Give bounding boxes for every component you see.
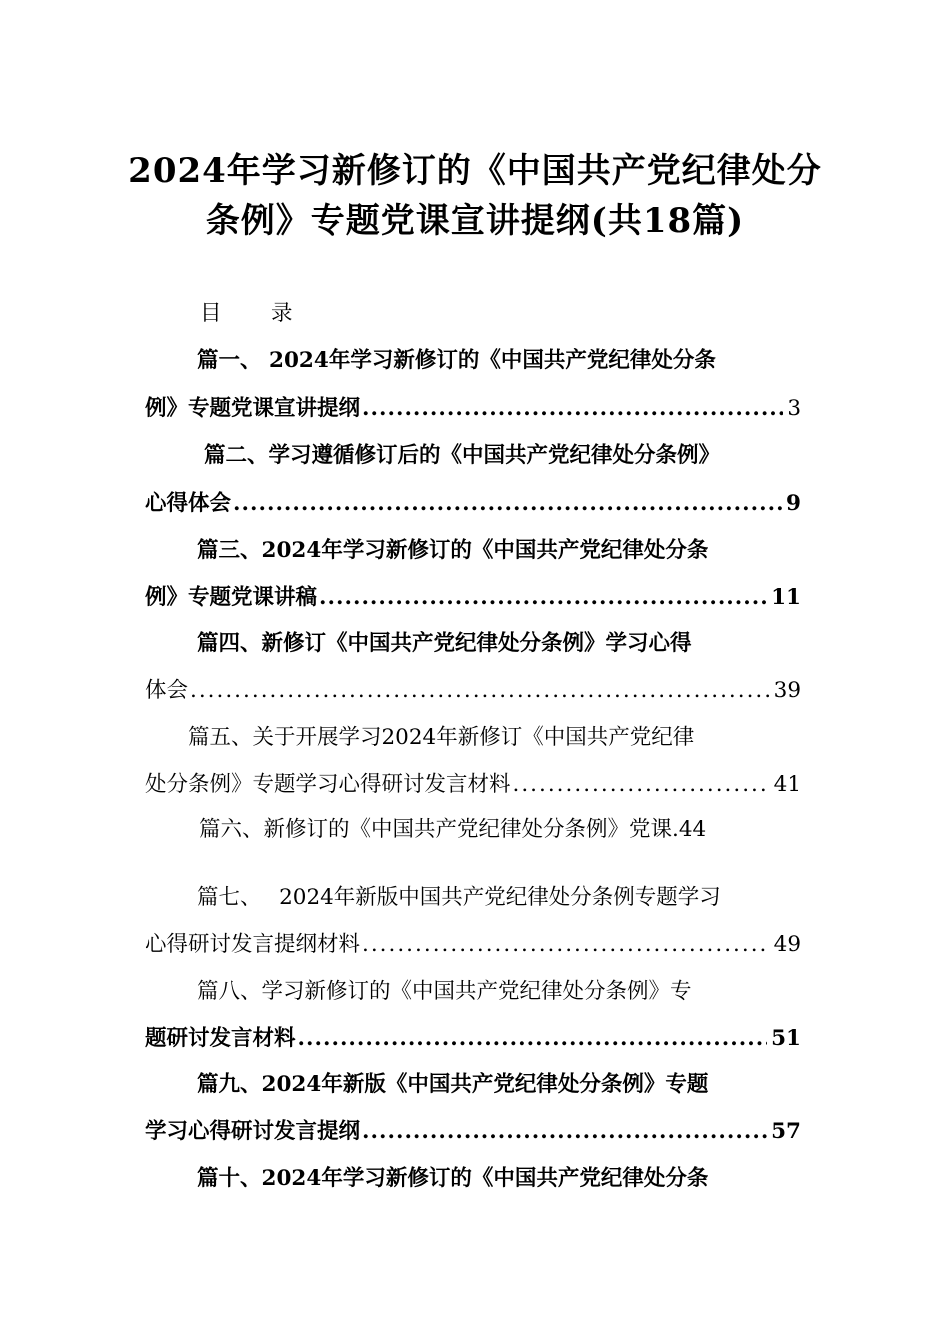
toc-entry-9-line-2[interactable] [145, 1116, 801, 1148]
toc-leader-dots [298, 1023, 768, 1055]
toc-entry-8-title: 题研讨发言材料 [145, 1026, 296, 1051]
toc-entry-3-page: 11 [771, 585, 801, 610]
toc-entry-2-line-2[interactable] [145, 488, 801, 520]
toc-entry-6[interactable]: 篇六、新修订的《中国共产党纪律处分条例》党课.44 [199, 817, 707, 842]
toc-entry-8-line-1[interactable]: 篇八、学习新修订的《中国共产党纪律处分条例》专 [197, 979, 692, 1004]
toc-leader-dots [362, 1116, 767, 1148]
toc-leader-dots [362, 929, 770, 961]
document-title-line-1: 2024年学习新修订的《中国共产党纪律处分 [128, 151, 822, 191]
toc-entry-4-page: 39 [773, 678, 801, 703]
toc-leader-dots [513, 769, 770, 801]
toc-leader-dots [362, 393, 783, 425]
toc-entry-4-line-1[interactable]: 篇四、新修订《中国共产党纪律处分条例》学习心得 [197, 631, 692, 656]
toc-entry-5-title: 处分条例》专题学习心得研讨发言材料 [145, 772, 511, 797]
toc-entry-8-page: 51 [771, 1026, 801, 1051]
toc-entry-7-title: 心得研讨发言提纲材料 [145, 932, 361, 957]
toc-entry-5-page: 41 [773, 772, 801, 797]
toc-entry-2-page: 9 [786, 491, 801, 516]
toc-entry-7-page: 49 [773, 932, 801, 957]
toc-entry-1-page: 3 [787, 396, 801, 421]
toc-leader-dots [319, 582, 767, 614]
toc-leader-dots [190, 675, 770, 707]
toc-entry-4-line-2[interactable] [145, 675, 801, 707]
toc-entry-3-line-1[interactable]: 篇三、2024年学习新修订的《中国共产党纪律处分条 [197, 538, 709, 563]
toc-entry-4-title: 体会 [145, 678, 189, 703]
toc-entry-10-line-1[interactable]: 篇十、2024年学习新修订的《中国共产党纪律处分条 [197, 1166, 709, 1191]
toc-entry-8-line-2[interactable] [145, 1023, 801, 1055]
toc-entry-5-line-2[interactable] [145, 769, 801, 801]
toc-entry-2-title: 心得体会 [145, 491, 232, 516]
toc-heading: 目 录 [200, 301, 307, 326]
toc-entry-3-title: 例》专题党课讲稿 [145, 585, 318, 610]
toc-entry-1-line-1[interactable]: 篇一、 2024年学习新修订的《中国共产党纪律处分条 [197, 348, 716, 373]
toc-entry-7-line-1[interactable]: 篇七、 2024年新版中国共产党纪律处分条例专题学习 [197, 885, 721, 910]
toc-entry-9-page: 57 [771, 1119, 801, 1144]
toc-entry-1-line-2[interactable] [145, 393, 801, 425]
toc-entry-1-title: 例》专题党课宣讲提纲 [145, 396, 361, 421]
toc-leader-dots [233, 488, 782, 520]
toc-entry-7-line-2[interactable] [145, 929, 801, 961]
toc-entry-9-title: 学习心得研讨发言提纲 [145, 1119, 361, 1144]
toc-entry-3-line-2[interactable] [145, 582, 801, 614]
document-title-line-2: 条例》专题党课宣讲提纲(共18篇) [205, 201, 745, 241]
toc-entry-5-line-1[interactable]: 篇五、关于开展学习2024年新修订《中国共产党纪律 [188, 725, 695, 750]
toc-entry-9-line-1[interactable]: 篇九、2024年新版《中国共产党纪律处分条例》专题 [197, 1072, 709, 1097]
toc-entry-2-line-1[interactable]: 篇二、学习遵循修订后的《中国共产党纪律处分条例》 [204, 443, 721, 468]
